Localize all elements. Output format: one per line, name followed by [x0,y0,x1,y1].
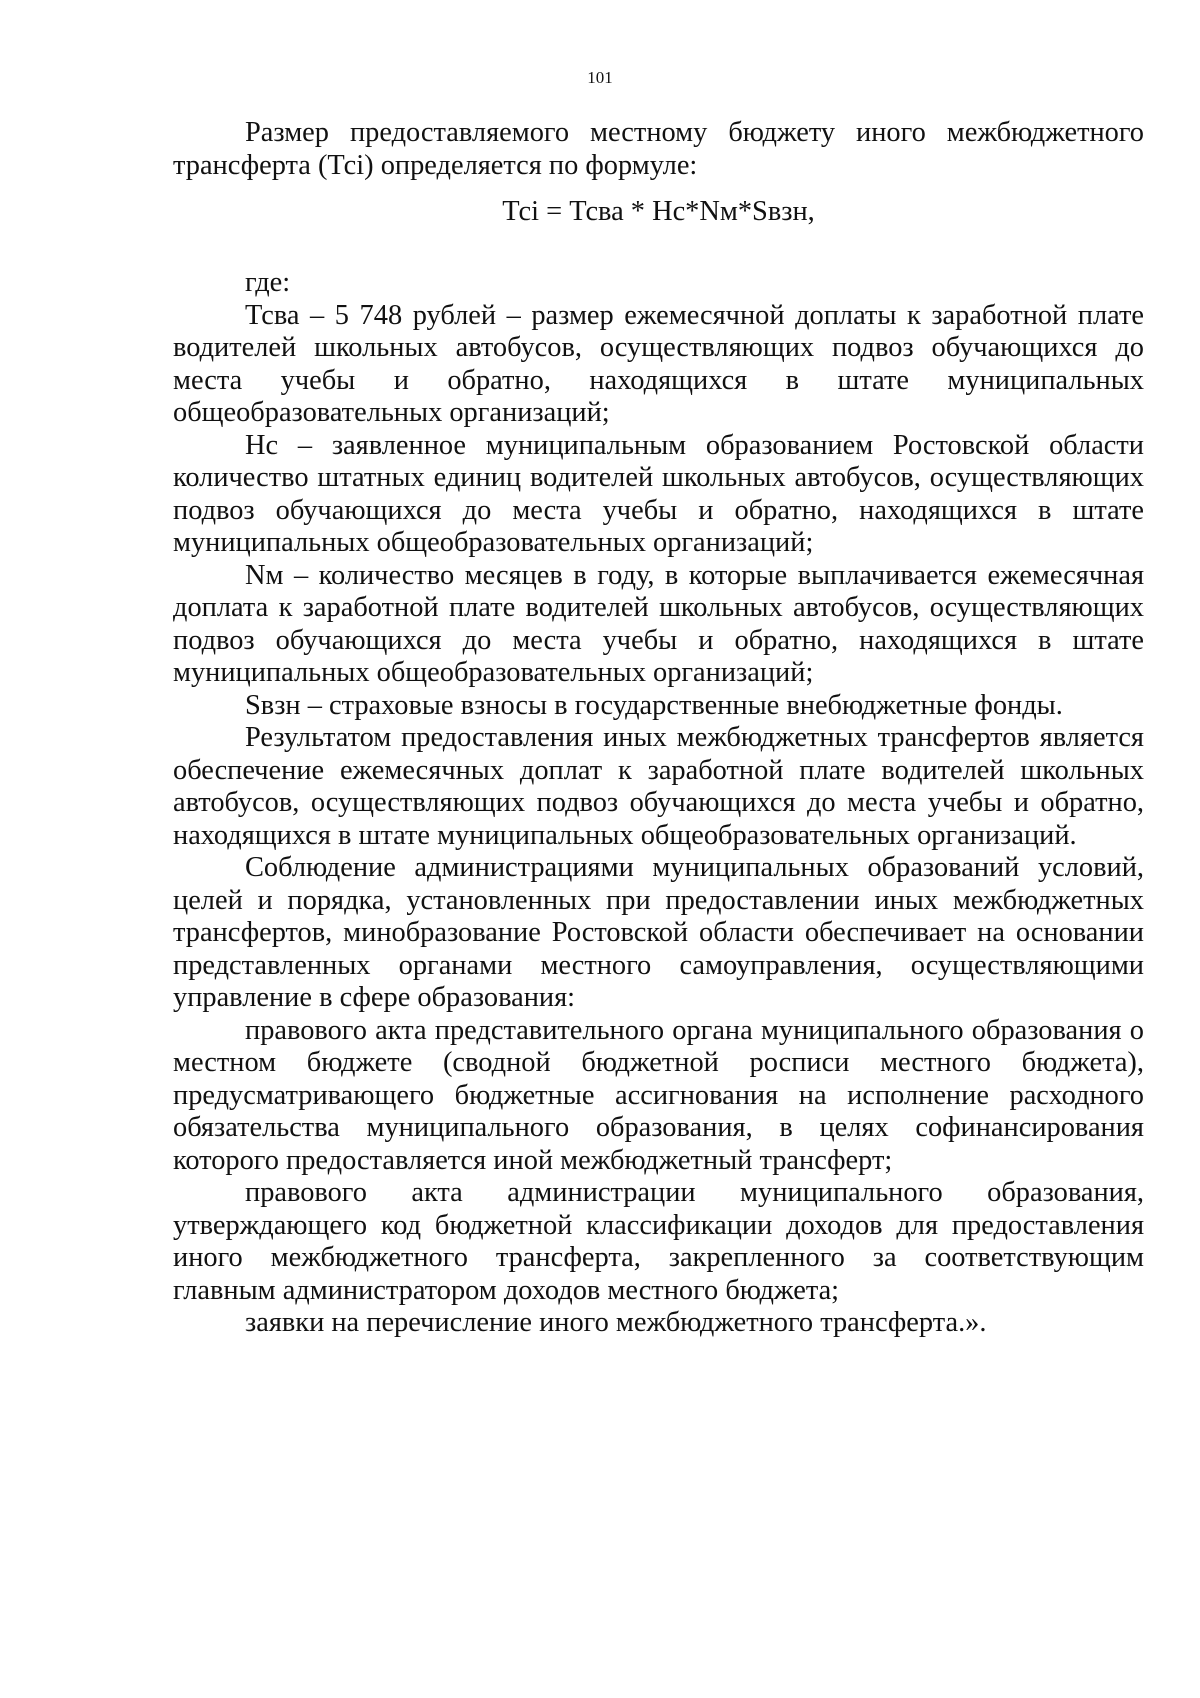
document-item-transfer-request: заявки на перечисление иного межбюджетного трансферта.». [245,1307,987,1338]
where-label: где: [245,267,291,298]
definition-nm: Nм – количество месяцев в году, в которые выплачивается ежемесячная доплата к заработной плате водителей школьных автобусов, осуществляющих подвоз обучающихся до места учебы и обратно, находящихся в штате муниципальных общеобразовательных организаций; [173,559,1144,688]
definition-nc: Нс – заявленное муниципальным образованием Ростовской области количество штатных единиц водителей школьных автобусов, осуществляющих подвоз обучающихся до места учебы и обратно, находящихся в штате муниципальных общеобразовательных организаций; [173,429,1144,558]
document-item-legal-act-budget: правового акта представительного органа муниципального образования о местном бюджете (сводной бюджетной росписи местного бюджета), предусматривающего бюджетные ассигнования на исполнение расходного обязательства муниципального образования, в целях софинансирования которого предоставляется иной межбюджетный трансферт; [173,1014,1144,1176]
result-paragraph: Результатом предоставления иных межбюджетных трансфертов является обеспечение ежемесячных доплат к заработной плате водителей школьных автобусов, осуществляющих подвоз обучающихся до места учебы и обратно, находящихся в штате муниципальных общеобразовательных организаций. [173,722,1144,851]
definition-tsva: Тсва – 5 748 рублей – размер ежемесячной доплаты к заработной плате водителей школьных автобусов, осуществляющих подвоз обучающихся до места учебы и обратно, находящихся в штате муниципальных общеобразовательных организаций; [173,299,1144,428]
document-body [173,117,1144,1340]
formula: Тсi = Тсва * Нс*Nм*Sвзн, [502,196,815,227]
document-item-legal-act-administration: правового акта администрации муниципального образования, утверждающего код бюджетной классификации доходов для предоставления иного межбюджетного трансферта, закрепленного за соответствующим главным администратором доходов местного бюджета; [173,1177,1144,1306]
intro-paragraph: Размер предоставляемого местному бюджету иного межбюджетного трансферта (Тсi) определяется по формуле: [173,117,1144,181]
compliance-paragraph: Соблюдение администрациями муниципальных образований условий, целей и порядка, установленных при предоставлении иных межбюджетных трансфертов, минобразование Ростовской области обеспечивает на основании представленных органами местного самоуправления, осуществляющими управление в сфере образования: [173,852,1144,1013]
page-number: 101 [587,68,613,87]
definition-svzn: Sвзн – страховые взносы в государственные внебюджетные фонды. [245,689,1063,721]
